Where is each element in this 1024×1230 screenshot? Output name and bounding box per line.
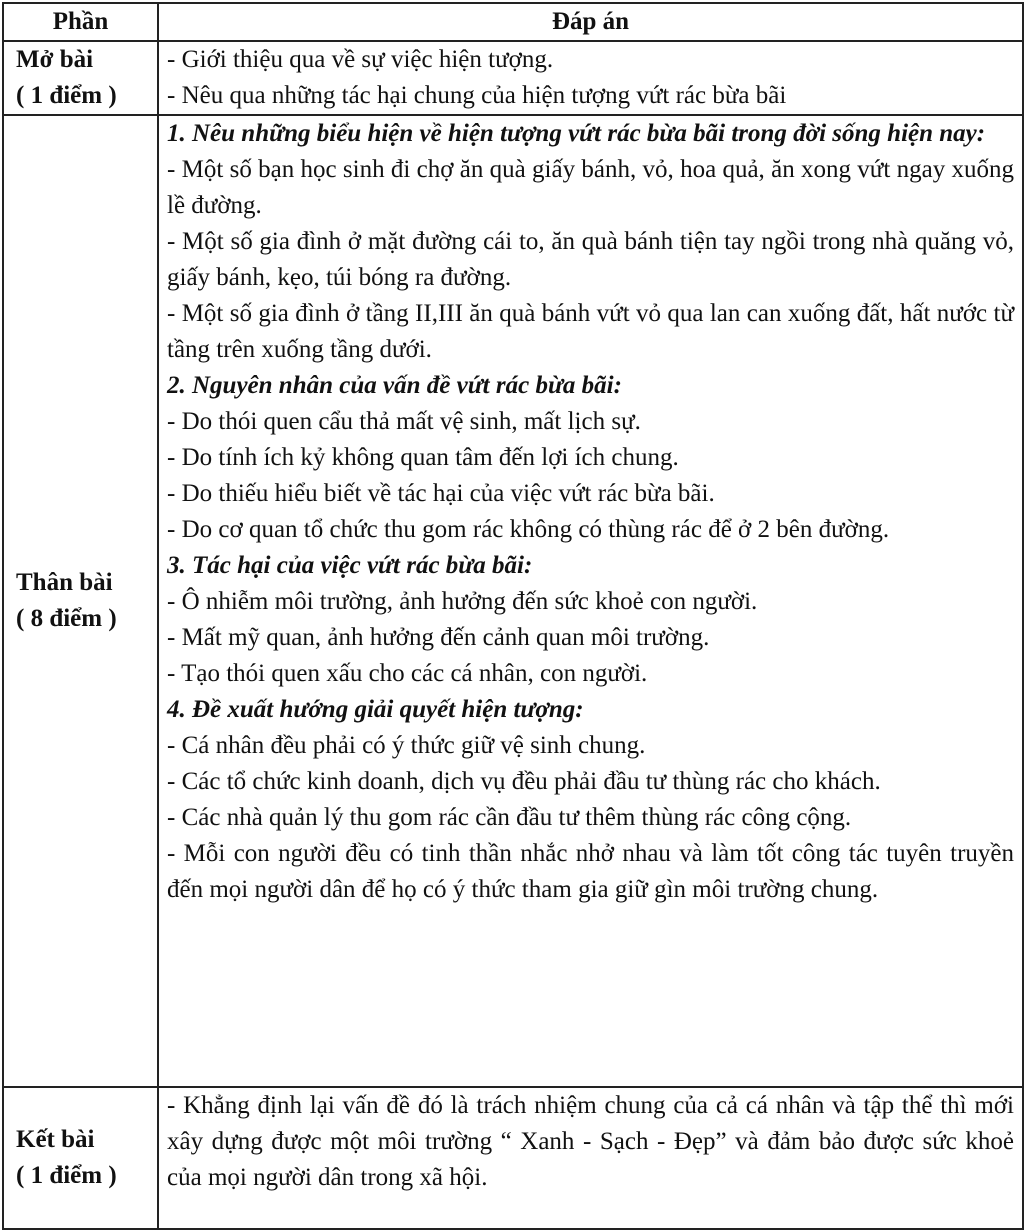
body-cell-label: [3, 115, 158, 1087]
header-part: Phần: [3, 3, 158, 41]
section-heading: 3. Tác hại của việc vứt rác bừa bãi:: [167, 552, 533, 579]
table-row-body: [3, 115, 1023, 1087]
section-line: - Các nhà quản lý thu gom rác cần đầu tư thêm thùng rác công cộng.: [167, 804, 852, 831]
section-line: - Do cơ quan tổ chức thu gom rác không có thùng rác để ở 2 bên đường.: [167, 516, 890, 543]
section-line: - Một số bạn học sinh đi chợ ăn quà giấy bánh, vỏ, hoa quả, ăn xong vứt ngay xuống lề đường.: [167, 156, 1014, 219]
conclusion-cell-label: [3, 1087, 158, 1229]
header-answer: Đáp án: [158, 3, 1023, 41]
body-cell-content: [158, 115, 1023, 1087]
section-line: - Mỗi con người đều có tinh thần nhắc nhở nhau và làm tốt công tác tuyên truyền đến mọi người dân để họ có ý thức tham gia giữ gìn môi trường chung.: [167, 840, 1014, 903]
intro-line: - Nêu qua những tác hại chung của hiện tượng vứt rác bừa bãi: [167, 82, 787, 109]
section-line: - Một số gia đình ở tầng II,III ăn quà bánh vứt vỏ qua lan can xuống đất, hất nước từ tầng trên xuống tầng dưới.: [167, 300, 1014, 363]
conclusion-cell-content: [158, 1087, 1023, 1229]
section-line: - Cá nhân đều phải có ý thức giữ vệ sinh chung.: [167, 732, 646, 759]
section-heading: 1. Nêu những biểu hiện về hiện tượng vứt rác bừa bãi trong đời sống hiện nay:: [167, 120, 986, 147]
section-line: - Tạo thói quen xấu cho các cá nhân, con người.: [167, 660, 648, 687]
answer-sheet: [2, 2, 1022, 1228]
section-heading: 4. Đề xuất hướng giải quyết hiện tượng:: [167, 696, 584, 723]
body-label: Thân bài: [16, 569, 113, 596]
section-line: - Mất mỹ quan, ảnh hưởng đến cảnh quan môi trường.: [167, 624, 710, 651]
table-row-conclusion: [3, 1087, 1023, 1229]
table-row-intro: [3, 41, 1023, 115]
section-heading: 2. Nguyên nhân của vấn đề vứt rác bừa bãi:: [167, 372, 622, 399]
table-header-row: [3, 3, 1023, 41]
intro-line: - Giới thiệu qua về sự việc hiện tượng.: [167, 46, 554, 73]
section-line: - Ô nhiễm môi trường, ảnh hưởng đến sức khoẻ con người.: [167, 588, 758, 615]
conclusion-label: Kết bài: [16, 1126, 95, 1153]
conclusion-line: - Khẳng định lại vấn đề đó là trách nhiệm chung của cả cá nhân và tập thể thì mới xây dựng được một môi trường “ Xanh - Sạch - Đẹp” và đảm bảo được sức khoẻ của mọi người dân trong xã hội.: [167, 1092, 1014, 1191]
intro-label: Mở bài: [16, 46, 94, 73]
section-line: - Do thói quen cẩu thả mất vệ sinh, mất lịch sự.: [167, 408, 641, 435]
intro-cell-label: [3, 41, 158, 115]
answer-table: [2, 2, 1024, 1230]
intro-cell-content: [158, 41, 1023, 115]
section-line: - Một số gia đình ở mặt đường cái to, ăn quà bánh tiện tay ngồi trong nhà quăng vỏ, giấy bánh, kẹo, túi bóng ra đường.: [167, 228, 1014, 291]
section-line: - Các tổ chức kinh doanh, dịch vụ đều phải đầu tư thùng rác cho khách.: [167, 768, 881, 795]
section-line: - Do thiếu hiểu biết về tác hại của việc vứt rác bừa bãi.: [167, 480, 715, 507]
conclusion-points: ( 1 điểm ): [16, 1162, 117, 1189]
section-line: - Do tính ích kỷ không quan tâm đến lợi ích chung.: [167, 444, 679, 471]
intro-points: ( 1 điểm ): [16, 82, 117, 109]
body-points: ( 8 điểm ): [16, 605, 117, 632]
